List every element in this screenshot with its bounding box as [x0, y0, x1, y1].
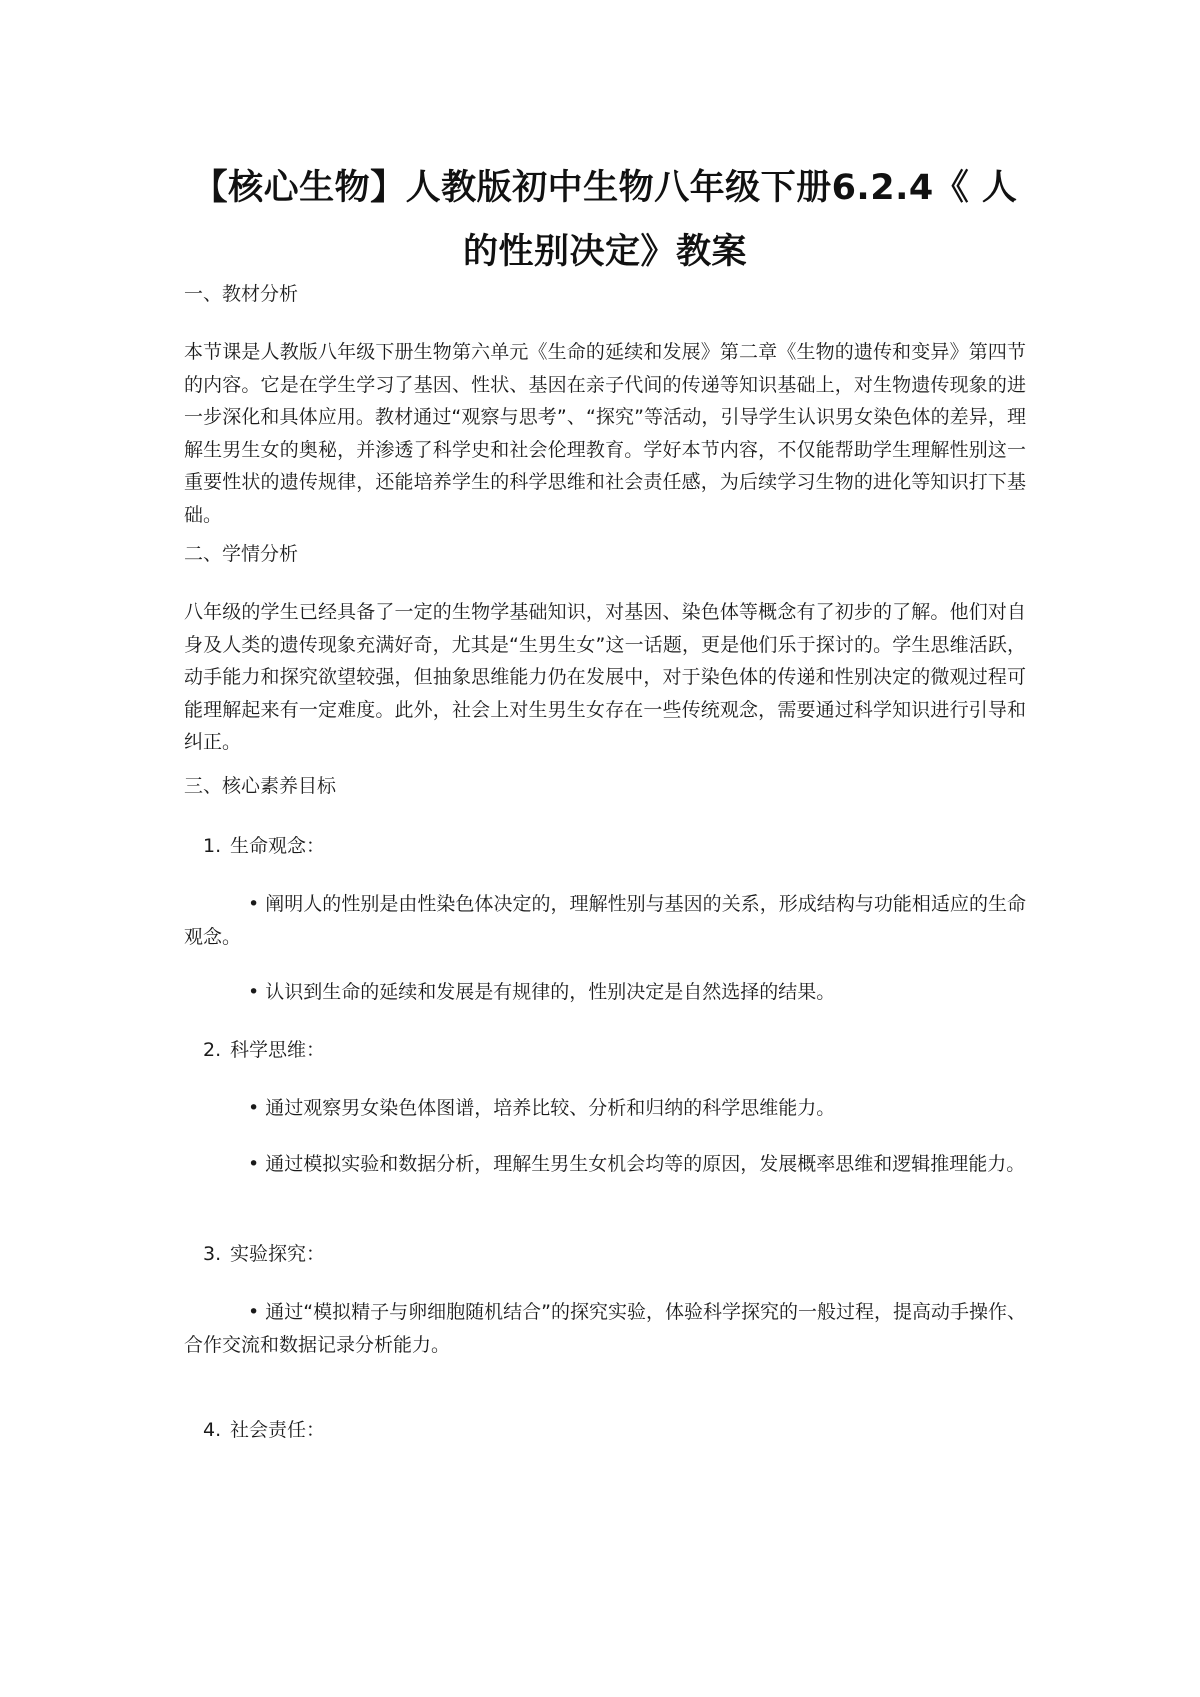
goal-item-social-responsibility [203, 1416, 325, 1444]
goal-bullet [184, 1296, 1026, 1361]
goal-item-experiment-inquiry [203, 1240, 325, 1268]
section-body-student-analysis: 八年级的学生已经具备了一定的生物学基础知识，对基因、染色体等概念有了初步的了解。他们对自身及人类的遗传现象充满好奇，尤其是“生男生女”这一话题，更是他们乐于探讨的。学生思维活跃，动手能力和探究欲望较强，但抽象思维能力仍在发展中，对于染色体的传递和性别决定的微观过程可能理解起来有一定难度。此外，社会上对生男生女存在一些传统观念，需要通过科学知识进行引导和纠正。 [184, 601, 1026, 753]
goal-label: 社会责任： [230, 1419, 326, 1441]
goal-number: 2. [203, 1039, 222, 1061]
goal-number: 3. [203, 1243, 222, 1265]
goal-bullet [184, 1148, 1026, 1181]
goal-bullet-text: 通过“模拟精子与卵细胞随机结合”的探究实验，体验科学探究的一般过程，提高动手操作、合作交流和数据记录分析能力。 [184, 1301, 1026, 1356]
section-heading-textbook-analysis: 一、教材分析 [184, 283, 299, 305]
goal-number: 4. [203, 1419, 222, 1441]
goal-bullet [184, 976, 1026, 1009]
goal-bullet-text: 通过模拟实验和数据分析，理解生男生女机会均等的原因，发展概率思维和逻辑推理能力。 [265, 1153, 1026, 1175]
document-page [184, 0, 1026, 1697]
goal-bullet-text: 认识到生命的延续和发展是有规律的，性别决定是自然选择的结果。 [265, 981, 836, 1003]
goal-item-life-concept [203, 832, 325, 860]
section-heading-student-analysis: 二、学情分析 [184, 543, 299, 565]
goal-item-scientific-thinking [203, 1036, 325, 1064]
goal-bullet-text: 通过观察男女染色体图谱，培养比较、分析和归纳的科学思维能力。 [265, 1097, 836, 1119]
goal-label: 生命观念： [230, 835, 326, 857]
goal-label: 科学思维： [230, 1039, 326, 1061]
bullet-icon: • [248, 981, 260, 1003]
goal-label: 实验探究： [230, 1243, 326, 1265]
bullet-icon: • [248, 1097, 260, 1119]
goal-bullet-text: 阐明人的性别是由性染色体决定的，理解性别与基因的关系，形成结构与功能相适应的生命观念。 [184, 893, 1026, 948]
bullet-icon: • [248, 1153, 260, 1175]
bullet-icon: • [248, 1301, 260, 1323]
goal-number: 1. [203, 835, 222, 857]
bullet-icon: • [248, 893, 260, 915]
section-heading-core-goals: 三、核心素养目标 [184, 775, 337, 797]
goal-bullet [184, 888, 1026, 953]
document-title: 【核心生物】人教版初中生物八年级下册6.2.4《 人的性别决定》教案 [192, 168, 1018, 272]
section-body-textbook-analysis: 本节课是人教版八年级下册生物第六单元《生命的延续和发展》第二章《生物的遗传和变异》第四节的内容。它是在学生学习了基因、性状、基因在亲子代间的传递等知识基础上，对生物遗传现象的进一步深化和具体应用。教材通过“观察与思考”、“探究”等活动，引导学生认识男女染色体的差异，理解生男生女的奥秘，并渗透了科学史和社会伦理教育。学好本节内容，不仅能帮助学生理解性别这一重要性状的遗传规律，还能培养学生的科学思维和社会责任感，为后续学习生物的进化等知识打下基础。 [184, 341, 1026, 526]
goal-bullet [184, 1092, 1026, 1125]
